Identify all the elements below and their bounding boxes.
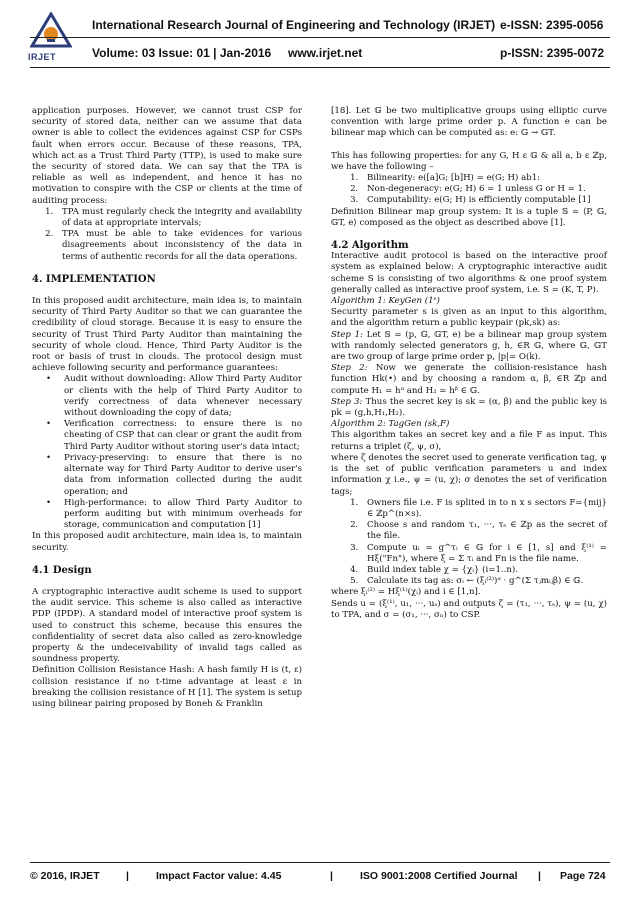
list-item: 2. Non-degeneracy: e(G; H) 6 = 1 unless G or H = 1. — [361, 184, 607, 195]
list-item: 1. Owners file i.e. F is splited in to n x s sectors F={mij} ∈ ℤp^(n×s). — [361, 498, 607, 520]
irjet-logo-icon — [30, 12, 72, 50]
logo-text: IRJET — [28, 52, 57, 62]
paragraph: [18]. Let 𝔾 be two multiplicative groups using elliptic curve convention with large prime order p. A function e can be bilinear map which can be computed as: e: 𝔾 → 𝔾T. — [331, 106, 607, 139]
section-heading: 4.2 Algorithm — [331, 240, 409, 252]
footer-rule — [30, 862, 610, 863]
list-item: 2. Choose s and random τ₁, ···, τₛ ∈ ℤp as the secret of the file. — [361, 520, 607, 542]
paragraph: This has following properties: for any G, H ε 𝔾 & all a, b ε ℤp, we have the following – — [331, 150, 607, 172]
bullet-icon: • — [46, 452, 52, 463]
page-header — [0, 0, 638, 92]
list-item: 4. Build index table χ = {χᵢ} (i=1..n). — [361, 565, 607, 576]
list-item: 2. TPA must be able to take evidences for various disagreements about inconsistency of the data in terms of authentic records for all the data operations. — [56, 229, 302, 263]
journal-title: International Research Journal of Engineering and Technology (IRJET) — [92, 18, 496, 32]
guarantees-list — [32, 374, 302, 531]
paragraph: This algorithm takes an secret key and a file F as input. This returns a triplet (ζ, ψ, σ), — [331, 430, 607, 452]
step: Step 1: Let 𝕊 = (p, 𝔾, 𝔾T, e) be a bilinear map group system with randomly selected generators g, h, ∈R 𝔾, where 𝔾, 𝔾T are two group of large prime order p, |p|= O(k). — [331, 329, 607, 363]
volume-issue: Volume: 03 Issue: 01 | Jan-2016 — [92, 46, 272, 60]
paragraph: In this proposed audit architecture, main idea is, to maintain security of Third Party Auditor so that we can guarantee the credibility of cloud storage. Because it is easy to ensure the security of Trust Third Party Auditor than maintaining the security of whole cloud. Hence, Third Party Auditor is the root or basis of trust in clouds. The protocol design must achieve following security and performance guarantees: — [32, 296, 302, 374]
header-rule-bottom — [30, 67, 610, 68]
paragraph: Security parameter s is given as an input to this algorithm, and the algorithm return a public keypair (pk,sk) as: — [331, 307, 607, 329]
paragraph: A cryptographic interactive audit scheme is used to support the audit service. This scheme is also called as interactive PDP (IPDP). A standard model of interactive proof system is used to construct this scheme, because this ensures the confidentiality of secret data also called as zero-knowledge property & the undeceivability of invalid tags called as soundness property. — [32, 586, 302, 665]
paragraph: Interactive audit protocol is based on the interactive proof system as explained below: A cryptographic interactive audit scheme S is consisting of two algorithms & one proof system generally called as interactive proof system, i.e. S = (K, T, P). — [331, 251, 607, 295]
list-item: • Audit without downloading: Allow Third Party Auditor or clients with the help of Third Party Auditor to verify correctness of data whenever necessary without downloading the copy of data; — [46, 374, 302, 419]
bullet-icon: • — [46, 419, 52, 430]
bullet-icon: • — [46, 374, 52, 385]
paragraph: where ζ denotes the secret used to generate verification tag, ψ is the set of public verification parameters u and index information χ i.e., ψ = (u, χ); σ denotes the set of verification tags; — [331, 452, 607, 497]
bullet-icon: • — [46, 497, 52, 508]
list-item: • High-performance: to allow Third Party Auditor to perform auditing but with minimum overheads for storage, communication and computation [1] — [46, 497, 302, 531]
website: www.irjet.net — [288, 46, 363, 60]
list-item: • Verification correctness: to ensure there is no cheating of CSP that can clear or grant the audit from Third Party Auditor without storing user's data intact; — [46, 419, 302, 452]
page-number: Page 724 — [560, 870, 606, 882]
paragraph: where ξᵢ⁽²⁾ = Hξ⁽¹⁾(χᵢ) and i ∈ [1,n]. — [331, 587, 481, 598]
paragraph: Definition Bilinear map group system: It is a tuple 𝕊 = ⟨P, 𝔾, 𝔾T, e⟩ composed as the object as described above [1]. — [331, 206, 607, 228]
footer-separator: | — [330, 870, 333, 882]
left-column — [32, 106, 302, 710]
header-rule-top — [30, 37, 610, 38]
list-item: 3. Computability: e(G; H) is efficiently computable [1] — [361, 195, 607, 206]
list-item: 1. Bilinearity: e([a]G; [b]H) = e(G; H) ab1: — [361, 173, 607, 184]
list-item: • Privacy-preserving: to ensure that there is no alternate way for Third Party Auditor to derive user's data from information collected during the audit operation; and — [46, 452, 302, 497]
list-item: 3. Compute uᵢ = g^τᵢ ∈ 𝔾 for i ∈ [1, s] and ξ⁽¹⁾ = Hξ("Fn"), where ξ = Σ τᵢ and Fn is the file name. — [361, 543, 607, 565]
tpa-requirements-list — [32, 207, 302, 263]
eissn: e-ISSN: 2395-0056 — [500, 18, 604, 32]
taggen-steps-list — [331, 498, 607, 588]
list-item: 5. Calculate its tag as: σᵢ ← (ξᵢ⁽²⁾)ᵅ · g^(Σ τⱼmᵢⱼβ) ∈ 𝔾. — [361, 576, 607, 587]
section-heading: 4. IMPLEMENTATION — [32, 273, 156, 285]
algorithm-title: Algorithm 1: KeyGen (1ˢ) — [331, 296, 440, 307]
bilinear-properties-list — [331, 173, 607, 207]
right-column — [331, 106, 607, 621]
iso-certification: ISO 9001:2008 Certified Journal — [360, 870, 518, 882]
pissn: p-ISSN: 2395-0072 — [500, 46, 605, 60]
list-item: 1. TPA must regularly check the integrity and availability of data at appropriate intervals; — [56, 207, 302, 229]
paragraph: Sends u = (ξ⁽¹⁾, u₁, ···, uₛ) and outputs ζ = (τ₁, ···, τₛ), ψ = (u, χ) to TPA, and σ = (σ₁, ···, σₙ) to CSP. — [331, 598, 607, 620]
step: Step 3: Thus the secret key is sk = (α, β) and the public key is pk = (g,h,H₁,H₂). — [331, 396, 607, 419]
footer-separator: | — [126, 870, 129, 882]
step: Step 2: Now we generate the collision-resistance hash function Hk(•) and by choosing a random α, β, ∈R ℤp and compute H₁ = hᵅ and H₂ = hᵝ ∈ 𝔾. — [331, 363, 607, 396]
footer-separator: | — [538, 870, 541, 882]
paragraph: Definition Collision Resistance Hash: A hash family H is (t, ε) collision resistance if no t-time advantage at least ε in breaking the collision resistance of H [1]. The system is setup using bilinear pairing proposed by Boneh & Franklin — [32, 665, 302, 709]
impact-factor: Impact Factor value: 4.45 — [156, 870, 282, 882]
copyright: © 2016, IRJET — [30, 870, 100, 882]
section-heading: 4.1 Design — [32, 564, 92, 576]
algorithm-title: Algorithm 2: TagGen (sk,F) — [331, 419, 450, 430]
paragraph: application purposes. However, we cannot trust CSP for security of stored data, neither can we assume that data owner is able to collect the evidences against CSP for CSPs fault when errors occur. Because of these reasons, TPA, which act as a Trust Third Party (TTP), is used to make sure the security of stored data. We can say that the TPA is reliable as well as independent, and hence it has no motivation to conspire with the CSP or clients at the time of auditing process: — [32, 106, 302, 206]
paragraph: In this proposed audit architecture, main idea is, to maintain security. — [32, 531, 302, 553]
